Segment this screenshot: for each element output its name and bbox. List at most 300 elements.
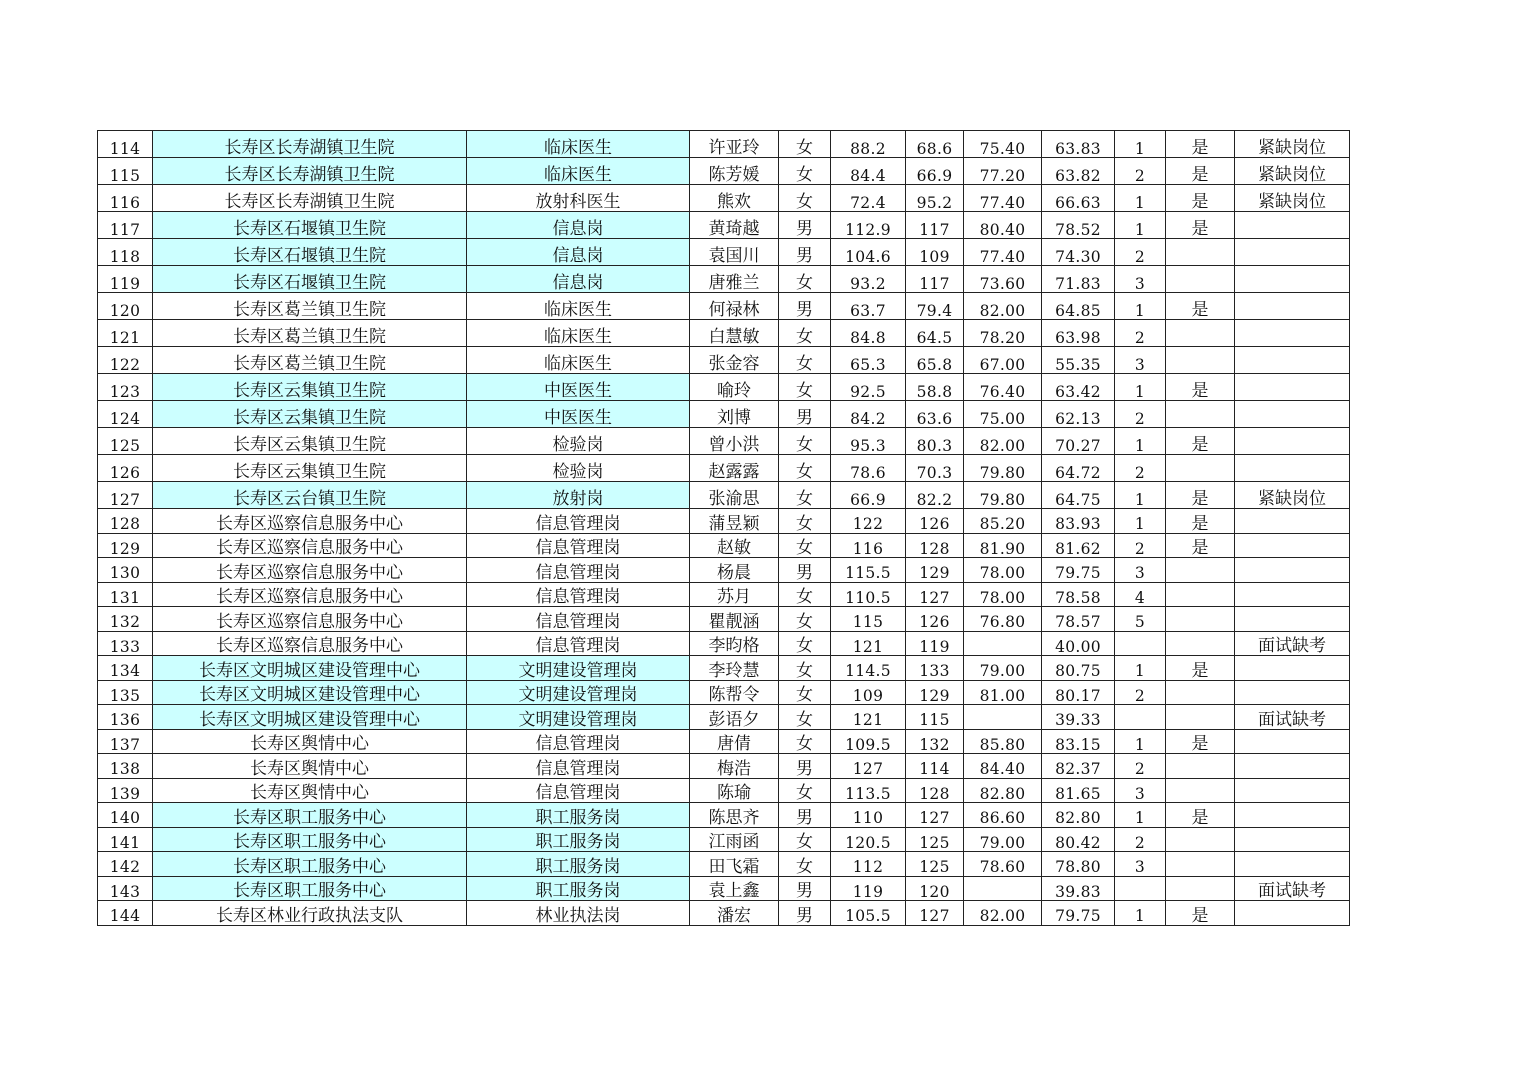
table-row — [98, 401, 1350, 428]
medical-exam-cell: 是 — [1166, 293, 1235, 320]
rank-cell: 4 — [1115, 582, 1166, 607]
written-score-1-cell: 121 — [831, 705, 906, 730]
note-cell — [1235, 533, 1350, 558]
seq-cell: 131 — [98, 582, 153, 607]
seq-cell: 144 — [98, 901, 153, 926]
rank-cell: 1 — [1115, 374, 1166, 401]
interview-score-cell: 84.40 — [964, 754, 1042, 779]
note-cell: 紧缺岗位 — [1235, 482, 1350, 509]
name-cell: 熊欢 — [690, 185, 779, 212]
written-score-1-cell: 121 — [831, 631, 906, 656]
interview-score-cell: 78.00 — [964, 558, 1042, 583]
note-cell — [1235, 803, 1350, 828]
gender-cell: 男 — [779, 558, 831, 583]
note-cell — [1235, 428, 1350, 455]
unit-cell: 长寿区云集镇卫生院 — [153, 401, 467, 428]
medical-exam-cell: 是 — [1166, 158, 1235, 185]
seq-cell: 136 — [98, 705, 153, 730]
seq-cell: 134 — [98, 656, 153, 681]
interview-score-cell: 79.80 — [964, 455, 1042, 482]
note-cell: 紧缺岗位 — [1235, 158, 1350, 185]
table-row — [98, 754, 1350, 779]
gender-cell: 男 — [779, 293, 831, 320]
rank-cell: 2 — [1115, 320, 1166, 347]
rank-cell: 2 — [1115, 680, 1166, 705]
table-row — [98, 482, 1350, 509]
unit-cell: 长寿区云集镇卫生院 — [153, 455, 467, 482]
name-cell: 唐雅兰 — [690, 266, 779, 293]
gender-cell: 女 — [779, 509, 831, 534]
gender-cell: 女 — [779, 428, 831, 455]
written-score-2-cell: 80.3 — [906, 428, 964, 455]
table-row — [98, 558, 1350, 583]
post-cell: 放射科医生 — [467, 185, 690, 212]
rank-cell: 1 — [1115, 131, 1166, 158]
seq-cell: 126 — [98, 455, 153, 482]
unit-cell: 长寿区巡察信息服务中心 — [153, 558, 467, 583]
interview-score-cell: 77.40 — [964, 239, 1042, 266]
gender-cell: 女 — [779, 266, 831, 293]
rank-cell: 2 — [1115, 754, 1166, 779]
medical-exam-cell — [1166, 631, 1235, 656]
interview-score-cell — [964, 876, 1042, 901]
medical-exam-cell — [1166, 876, 1235, 901]
table-row — [98, 901, 1350, 926]
interview-score-cell: 85.20 — [964, 509, 1042, 534]
medical-exam-cell — [1166, 582, 1235, 607]
written-score-2-cell: 119 — [906, 631, 964, 656]
total-score-cell: 39.33 — [1042, 705, 1115, 730]
gender-cell: 女 — [779, 778, 831, 803]
written-score-2-cell: 117 — [906, 212, 964, 239]
seq-cell: 124 — [98, 401, 153, 428]
note-cell — [1235, 656, 1350, 681]
seq-cell: 140 — [98, 803, 153, 828]
note-cell: 面试缺考 — [1235, 876, 1350, 901]
note-cell: 紧缺岗位 — [1235, 131, 1350, 158]
interview-score-cell: 81.90 — [964, 533, 1042, 558]
post-cell: 信息管理岗 — [467, 509, 690, 534]
name-cell: 何禄林 — [690, 293, 779, 320]
unit-cell: 长寿区文明城区建设管理中心 — [153, 705, 467, 730]
unit-cell: 长寿区舆情中心 — [153, 754, 467, 779]
seq-cell: 120 — [98, 293, 153, 320]
unit-cell: 长寿区长寿湖镇卫生院 — [153, 185, 467, 212]
unit-cell: 长寿区云台镇卫生院 — [153, 482, 467, 509]
name-cell: 江雨函 — [690, 827, 779, 852]
rank-cell: 2 — [1115, 533, 1166, 558]
name-cell: 袁上鑫 — [690, 876, 779, 901]
medical-exam-cell: 是 — [1166, 185, 1235, 212]
seq-cell: 123 — [98, 374, 153, 401]
gender-cell: 男 — [779, 901, 831, 926]
post-cell: 信息岗 — [467, 212, 690, 239]
total-score-cell: 83.15 — [1042, 729, 1115, 754]
total-score-cell: 80.42 — [1042, 827, 1115, 852]
rank-cell: 2 — [1115, 158, 1166, 185]
written-score-1-cell: 115 — [831, 607, 906, 632]
interview-score-cell: 79.00 — [964, 656, 1042, 681]
written-score-1-cell: 93.2 — [831, 266, 906, 293]
seq-cell: 133 — [98, 631, 153, 656]
unit-cell: 长寿区职工服务中心 — [153, 876, 467, 901]
table-row — [98, 876, 1350, 901]
interview-score-cell: 75.00 — [964, 401, 1042, 428]
post-cell: 放射岗 — [467, 482, 690, 509]
table-row — [98, 680, 1350, 705]
interview-score-cell: 82.00 — [964, 293, 1042, 320]
interview-score-cell: 73.60 — [964, 266, 1042, 293]
unit-cell: 长寿区葛兰镇卫生院 — [153, 320, 467, 347]
gender-cell: 女 — [779, 185, 831, 212]
total-score-cell: 55.35 — [1042, 347, 1115, 374]
medical-exam-cell: 是 — [1166, 729, 1235, 754]
seq-cell: 118 — [98, 239, 153, 266]
name-cell: 喻玲 — [690, 374, 779, 401]
note-cell — [1235, 901, 1350, 926]
table-row — [98, 266, 1350, 293]
total-score-cell: 78.52 — [1042, 212, 1115, 239]
name-cell: 陈帮令 — [690, 680, 779, 705]
total-score-cell: 66.63 — [1042, 185, 1115, 212]
table-row — [98, 827, 1350, 852]
total-score-cell: 40.00 — [1042, 631, 1115, 656]
gender-cell: 女 — [779, 533, 831, 558]
gender-cell: 男 — [779, 401, 831, 428]
unit-cell: 长寿区长寿湖镇卫生院 — [153, 158, 467, 185]
rank-cell: 3 — [1115, 778, 1166, 803]
gender-cell: 女 — [779, 852, 831, 877]
note-cell: 面试缺考 — [1235, 631, 1350, 656]
medical-exam-cell — [1166, 852, 1235, 877]
unit-cell: 长寿区文明城区建设管理中心 — [153, 656, 467, 681]
seq-cell: 115 — [98, 158, 153, 185]
written-score-2-cell: 114 — [906, 754, 964, 779]
score-table — [97, 130, 1350, 926]
unit-cell: 长寿区职工服务中心 — [153, 803, 467, 828]
written-score-2-cell: 120 — [906, 876, 964, 901]
gender-cell: 女 — [779, 158, 831, 185]
interview-score-cell: 79.80 — [964, 482, 1042, 509]
written-score-2-cell: 109 — [906, 239, 964, 266]
name-cell: 刘博 — [690, 401, 779, 428]
written-score-1-cell: 65.3 — [831, 347, 906, 374]
total-score-cell: 63.42 — [1042, 374, 1115, 401]
seq-cell: 137 — [98, 729, 153, 754]
gender-cell: 女 — [779, 347, 831, 374]
written-score-1-cell: 109 — [831, 680, 906, 705]
post-cell: 信息管理岗 — [467, 607, 690, 632]
written-score-1-cell: 92.5 — [831, 374, 906, 401]
total-score-cell: 64.72 — [1042, 455, 1115, 482]
written-score-1-cell: 112.9 — [831, 212, 906, 239]
rank-cell — [1115, 631, 1166, 656]
note-cell — [1235, 754, 1350, 779]
rank-cell: 1 — [1115, 482, 1166, 509]
unit-cell: 长寿区长寿湖镇卫生院 — [153, 131, 467, 158]
medical-exam-cell — [1166, 558, 1235, 583]
table-row — [98, 582, 1350, 607]
written-score-2-cell: 79.4 — [906, 293, 964, 320]
medical-exam-cell — [1166, 239, 1235, 266]
seq-cell: 117 — [98, 212, 153, 239]
medical-exam-cell — [1166, 754, 1235, 779]
written-score-2-cell: 126 — [906, 509, 964, 534]
total-score-cell: 64.75 — [1042, 482, 1115, 509]
rank-cell: 1 — [1115, 656, 1166, 681]
table-row — [98, 239, 1350, 266]
note-cell — [1235, 455, 1350, 482]
unit-cell: 长寿区巡察信息服务中心 — [153, 533, 467, 558]
unit-cell: 长寿区林业行政执法支队 — [153, 901, 467, 926]
unit-cell: 长寿区葛兰镇卫生院 — [153, 293, 467, 320]
gender-cell: 男 — [779, 876, 831, 901]
interview-score-cell — [964, 631, 1042, 656]
interview-score-cell: 82.00 — [964, 428, 1042, 455]
seq-cell: 143 — [98, 876, 153, 901]
written-score-1-cell: 72.4 — [831, 185, 906, 212]
interview-score-cell: 78.60 — [964, 852, 1042, 877]
note-cell — [1235, 729, 1350, 754]
written-score-2-cell: 133 — [906, 656, 964, 681]
rank-cell: 1 — [1115, 293, 1166, 320]
seq-cell: 116 — [98, 185, 153, 212]
gender-cell: 女 — [779, 729, 831, 754]
table-row — [98, 607, 1350, 632]
unit-cell: 长寿区巡察信息服务中心 — [153, 631, 467, 656]
table-row — [98, 374, 1350, 401]
name-cell: 许亚玲 — [690, 131, 779, 158]
post-cell: 信息管理岗 — [467, 754, 690, 779]
post-cell: 信息岗 — [467, 266, 690, 293]
table-row — [98, 428, 1350, 455]
medical-exam-cell: 是 — [1166, 656, 1235, 681]
interview-score-cell: 67.00 — [964, 347, 1042, 374]
written-score-1-cell: 84.4 — [831, 158, 906, 185]
note-cell — [1235, 401, 1350, 428]
total-score-cell: 79.75 — [1042, 901, 1115, 926]
total-score-cell: 78.80 — [1042, 852, 1115, 877]
total-score-cell: 63.83 — [1042, 131, 1115, 158]
gender-cell: 女 — [779, 374, 831, 401]
written-score-1-cell: 95.3 — [831, 428, 906, 455]
rank-cell: 3 — [1115, 852, 1166, 877]
medical-exam-cell: 是 — [1166, 533, 1235, 558]
note-cell — [1235, 827, 1350, 852]
name-cell: 苏月 — [690, 582, 779, 607]
post-cell: 文明建设管理岗 — [467, 656, 690, 681]
written-score-1-cell: 78.6 — [831, 455, 906, 482]
rank-cell: 1 — [1115, 185, 1166, 212]
table-row — [98, 656, 1350, 681]
table-row — [98, 320, 1350, 347]
gender-cell: 女 — [779, 607, 831, 632]
rank-cell: 1 — [1115, 729, 1166, 754]
post-cell: 文明建设管理岗 — [467, 680, 690, 705]
rank-cell: 2 — [1115, 401, 1166, 428]
interview-score-cell: 77.20 — [964, 158, 1042, 185]
post-cell: 临床医生 — [467, 131, 690, 158]
total-score-cell: 80.17 — [1042, 680, 1115, 705]
total-score-cell: 83.93 — [1042, 509, 1115, 534]
table-row — [98, 158, 1350, 185]
total-score-cell: 62.13 — [1042, 401, 1115, 428]
table-row — [98, 509, 1350, 534]
total-score-cell: 71.83 — [1042, 266, 1115, 293]
gender-cell: 男 — [779, 239, 831, 266]
interview-score-cell: 82.80 — [964, 778, 1042, 803]
note-cell: 紧缺岗位 — [1235, 185, 1350, 212]
written-score-1-cell: 63.7 — [831, 293, 906, 320]
post-cell: 信息管理岗 — [467, 729, 690, 754]
total-score-cell: 63.98 — [1042, 320, 1115, 347]
table-row — [98, 347, 1350, 374]
interview-score-cell: 79.00 — [964, 827, 1042, 852]
medical-exam-cell — [1166, 455, 1235, 482]
unit-cell: 长寿区舆情中心 — [153, 729, 467, 754]
table-row — [98, 705, 1350, 730]
table-row — [98, 293, 1350, 320]
note-cell — [1235, 607, 1350, 632]
rank-cell: 3 — [1115, 347, 1166, 374]
medical-exam-cell: 是 — [1166, 374, 1235, 401]
seq-cell: 128 — [98, 509, 153, 534]
written-score-2-cell: 127 — [906, 901, 964, 926]
unit-cell: 长寿区巡察信息服务中心 — [153, 582, 467, 607]
post-cell: 临床医生 — [467, 158, 690, 185]
unit-cell: 长寿区石堰镇卫生院 — [153, 212, 467, 239]
written-score-1-cell: 105.5 — [831, 901, 906, 926]
name-cell: 梅浩 — [690, 754, 779, 779]
written-score-1-cell: 84.8 — [831, 320, 906, 347]
table-row — [98, 729, 1350, 754]
table-row — [98, 131, 1350, 158]
seq-cell: 122 — [98, 347, 153, 374]
gender-cell: 女 — [779, 455, 831, 482]
name-cell: 陈瑜 — [690, 778, 779, 803]
total-score-cell: 39.83 — [1042, 876, 1115, 901]
medical-exam-cell — [1166, 705, 1235, 730]
written-score-2-cell: 125 — [906, 827, 964, 852]
table-row — [98, 185, 1350, 212]
written-score-1-cell: 84.2 — [831, 401, 906, 428]
total-score-cell: 81.62 — [1042, 533, 1115, 558]
written-score-2-cell: 95.2 — [906, 185, 964, 212]
name-cell: 赵敏 — [690, 533, 779, 558]
interview-score-cell: 80.40 — [964, 212, 1042, 239]
note-cell — [1235, 212, 1350, 239]
written-score-2-cell: 129 — [906, 558, 964, 583]
gender-cell: 女 — [779, 827, 831, 852]
medical-exam-cell: 是 — [1166, 482, 1235, 509]
rank-cell — [1115, 705, 1166, 730]
unit-cell: 长寿区石堰镇卫生院 — [153, 239, 467, 266]
note-cell: 面试缺考 — [1235, 705, 1350, 730]
name-cell: 李昀格 — [690, 631, 779, 656]
written-score-2-cell: 82.2 — [906, 482, 964, 509]
medical-exam-cell: 是 — [1166, 428, 1235, 455]
written-score-1-cell: 119 — [831, 876, 906, 901]
name-cell: 杨晨 — [690, 558, 779, 583]
seq-cell: 114 — [98, 131, 153, 158]
interview-score-cell — [964, 705, 1042, 730]
post-cell: 信息管理岗 — [467, 533, 690, 558]
interview-score-cell: 78.00 — [964, 582, 1042, 607]
post-cell: 文明建设管理岗 — [467, 705, 690, 730]
written-score-1-cell: 115.5 — [831, 558, 906, 583]
written-score-2-cell: 68.6 — [906, 131, 964, 158]
medical-exam-cell: 是 — [1166, 509, 1235, 534]
interview-score-cell: 77.40 — [964, 185, 1042, 212]
rank-cell — [1115, 876, 1166, 901]
seq-cell: 139 — [98, 778, 153, 803]
seq-cell: 135 — [98, 680, 153, 705]
written-score-1-cell: 120.5 — [831, 827, 906, 852]
rank-cell: 2 — [1115, 455, 1166, 482]
table-row — [98, 212, 1350, 239]
written-score-2-cell: 70.3 — [906, 455, 964, 482]
post-cell: 检验岗 — [467, 455, 690, 482]
seq-cell: 142 — [98, 852, 153, 877]
note-cell — [1235, 852, 1350, 877]
table-row — [98, 455, 1350, 482]
medical-exam-cell: 是 — [1166, 901, 1235, 926]
total-score-cell: 64.85 — [1042, 293, 1115, 320]
seq-cell: 138 — [98, 754, 153, 779]
rank-cell: 2 — [1115, 239, 1166, 266]
note-cell — [1235, 778, 1350, 803]
note-cell — [1235, 266, 1350, 293]
note-cell — [1235, 293, 1350, 320]
written-score-2-cell: 128 — [906, 533, 964, 558]
interview-score-cell: 78.20 — [964, 320, 1042, 347]
medical-exam-cell — [1166, 320, 1235, 347]
medical-exam-cell: 是 — [1166, 212, 1235, 239]
note-cell — [1235, 558, 1350, 583]
written-score-1-cell: 127 — [831, 754, 906, 779]
name-cell: 赵露露 — [690, 455, 779, 482]
unit-cell: 长寿区舆情中心 — [153, 778, 467, 803]
note-cell — [1235, 320, 1350, 347]
written-score-1-cell: 88.2 — [831, 131, 906, 158]
total-score-cell: 78.57 — [1042, 607, 1115, 632]
medical-exam-cell — [1166, 680, 1235, 705]
rank-cell: 3 — [1115, 266, 1166, 293]
post-cell: 职工服务岗 — [467, 852, 690, 877]
name-cell: 潘宏 — [690, 901, 779, 926]
rank-cell: 3 — [1115, 558, 1166, 583]
medical-exam-cell: 是 — [1166, 131, 1235, 158]
note-cell — [1235, 239, 1350, 266]
medical-exam-cell — [1166, 827, 1235, 852]
name-cell: 陈芳媛 — [690, 158, 779, 185]
post-cell: 临床医生 — [467, 293, 690, 320]
total-score-cell: 80.75 — [1042, 656, 1115, 681]
seq-cell: 132 — [98, 607, 153, 632]
written-score-2-cell: 117 — [906, 266, 964, 293]
medical-exam-cell — [1166, 778, 1235, 803]
interview-score-cell: 86.60 — [964, 803, 1042, 828]
seq-cell: 121 — [98, 320, 153, 347]
written-score-2-cell: 129 — [906, 680, 964, 705]
medical-exam-cell — [1166, 266, 1235, 293]
name-cell: 李玲慧 — [690, 656, 779, 681]
name-cell: 张金容 — [690, 347, 779, 374]
written-score-2-cell: 127 — [906, 803, 964, 828]
unit-cell: 长寿区职工服务中心 — [153, 827, 467, 852]
written-score-2-cell: 115 — [906, 705, 964, 730]
written-score-1-cell: 66.9 — [831, 482, 906, 509]
